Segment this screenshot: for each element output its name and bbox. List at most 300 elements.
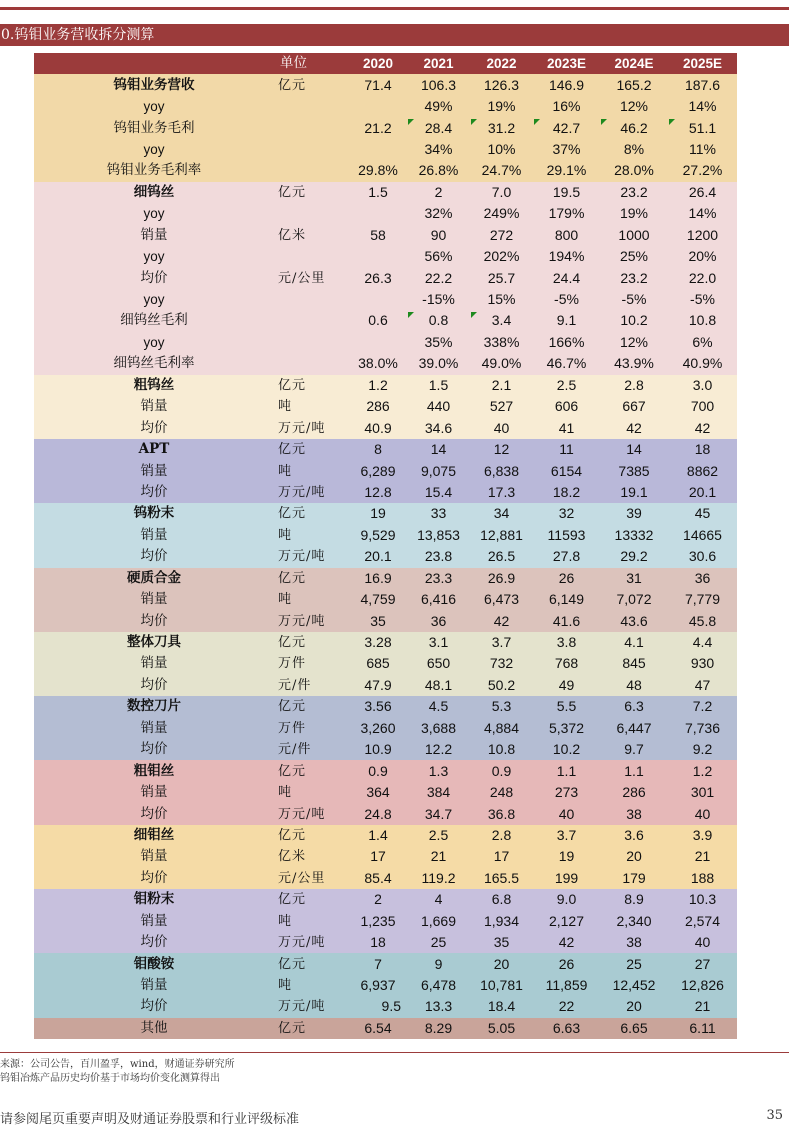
value-cell: 1.5	[407, 375, 470, 396]
row-unit	[274, 289, 349, 310]
value-cell: 30.6	[668, 546, 737, 567]
value-cell: 45.8	[668, 610, 737, 631]
row-unit: 吨	[274, 589, 349, 610]
value-cell: 40.9%	[668, 353, 737, 374]
value-cell: 31	[600, 568, 668, 589]
value-cell: 56%	[407, 246, 470, 267]
row-unit: 亿元	[274, 74, 349, 95]
row-label: 销量	[34, 846, 274, 867]
row-label: 销量	[34, 653, 274, 674]
value-cell: 49.0%	[470, 353, 533, 374]
row-unit	[274, 332, 349, 353]
row-unit	[274, 139, 349, 160]
row-label: yoy	[34, 96, 274, 117]
table-row	[34, 96, 737, 117]
value-cell: 25	[407, 932, 470, 953]
row-label: 销量	[34, 396, 274, 417]
value-cell: 5,372	[533, 718, 600, 739]
table-row	[34, 182, 737, 203]
row-unit: 吨	[274, 460, 349, 481]
row-unit: 吨	[274, 911, 349, 932]
value-cell: 38.0%	[349, 353, 407, 374]
value-cell: 23.3	[407, 568, 470, 589]
value-cell: 8%	[600, 139, 668, 160]
table-row	[34, 696, 737, 717]
row-unit	[274, 160, 349, 181]
table-row	[34, 353, 737, 374]
value-cell: 9,529	[349, 525, 407, 546]
value-cell: 2,127	[533, 911, 600, 932]
header-year: 2025E	[668, 53, 737, 74]
value-cell: 14%	[668, 203, 737, 224]
value-cell: 3.1	[407, 632, 470, 653]
value-cell: 1000	[600, 225, 668, 246]
value-cell	[349, 139, 407, 160]
value-cell: 48.1	[407, 675, 470, 696]
value-cell: 273	[533, 782, 600, 803]
value-cell: 768	[533, 653, 600, 674]
value-cell: 24.4	[533, 267, 600, 288]
row-unit: 万元/吨	[274, 482, 349, 503]
row-label: 钼酸铵	[34, 953, 274, 974]
table-row	[34, 246, 737, 267]
row-unit: 万件	[274, 718, 349, 739]
value-cell: 28.0%	[600, 160, 668, 181]
value-cell: 6,937	[349, 975, 407, 996]
value-cell: 4.5	[407, 696, 470, 717]
row-unit: 元/件	[274, 739, 349, 760]
table-row	[34, 117, 737, 138]
value-cell: 25%	[600, 246, 668, 267]
table-row	[34, 568, 737, 589]
row-unit: 万元/吨	[274, 996, 349, 1017]
value-cell: 165.5	[470, 868, 533, 889]
value-cell: 22.2	[407, 267, 470, 288]
value-cell: 16.9	[349, 568, 407, 589]
value-cell: 21	[668, 846, 737, 867]
value-cell: 15.4	[407, 482, 470, 503]
table-row	[34, 1018, 737, 1039]
value-cell	[349, 96, 407, 117]
value-cell: 6.8	[470, 889, 533, 910]
row-unit: 亿元	[274, 503, 349, 524]
row-unit: 吨	[274, 525, 349, 546]
row-label: 细钨丝毛利率	[34, 353, 274, 374]
value-cell: 29.8%	[349, 160, 407, 181]
value-cell: 301	[668, 782, 737, 803]
row-label: 数控刀片	[34, 696, 274, 717]
value-cell: 6154	[533, 460, 600, 481]
value-cell: 650	[407, 653, 470, 674]
table-row	[34, 932, 737, 953]
table-row	[34, 460, 737, 481]
value-cell: 1,235	[349, 911, 407, 932]
table-row	[34, 546, 737, 567]
value-cell: 8	[349, 439, 407, 460]
value-cell: 440	[407, 396, 470, 417]
value-cell: 12.8	[349, 482, 407, 503]
value-cell: 47	[668, 675, 737, 696]
value-cell: 26.3	[349, 267, 407, 288]
value-cell: 6.54	[349, 1018, 407, 1039]
value-cell: 5.5	[533, 696, 600, 717]
row-label: 均价	[34, 675, 274, 696]
value-cell: 1.3	[407, 760, 470, 781]
value-cell: 6.63	[533, 1018, 600, 1039]
table-row	[34, 718, 737, 739]
row-unit: 亿元	[274, 568, 349, 589]
value-cell: 249%	[470, 203, 533, 224]
value-cell: 188	[668, 868, 737, 889]
value-cell: 10.9	[349, 739, 407, 760]
value-cell: 800	[533, 225, 600, 246]
value-cell: 47.9	[349, 675, 407, 696]
row-unit	[274, 117, 349, 138]
value-cell: 202%	[470, 246, 533, 267]
value-cell: 3.56	[349, 696, 407, 717]
value-cell: 38	[600, 932, 668, 953]
value-cell: 3.7	[533, 825, 600, 846]
value-cell: 12,826	[668, 975, 737, 996]
value-cell: 19%	[600, 203, 668, 224]
value-cell: 22.0	[668, 267, 737, 288]
table-row	[34, 396, 737, 417]
value-cell: 10.2	[600, 310, 668, 331]
value-cell: 34	[470, 503, 533, 524]
value-cell: 12,452	[600, 975, 668, 996]
value-cell: 19	[349, 503, 407, 524]
table-row	[34, 139, 737, 160]
value-cell: 26	[533, 568, 600, 589]
row-label: yoy	[34, 332, 274, 353]
row-label: APT	[34, 439, 274, 460]
value-cell: 1.2	[349, 375, 407, 396]
value-cell: 21	[668, 996, 737, 1017]
value-cell: 9.0	[533, 889, 600, 910]
value-cell: 14	[407, 439, 470, 460]
value-cell: 12,881	[470, 525, 533, 546]
row-unit	[274, 246, 349, 267]
value-cell: 384	[407, 782, 470, 803]
value-cell: 106.3	[407, 74, 470, 95]
value-cell: 5.3	[470, 696, 533, 717]
value-cell: 46.2	[600, 117, 668, 138]
page-footer	[0, 1108, 789, 1127]
header-year: 2020	[349, 53, 407, 74]
value-cell: 49%	[407, 96, 470, 117]
row-unit: 元/公里	[274, 267, 349, 288]
value-cell: 45	[668, 503, 737, 524]
value-cell: 28.4	[407, 117, 470, 138]
row-unit: 亿米	[274, 846, 349, 867]
value-cell: 12.2	[407, 739, 470, 760]
value-cell: 1.2	[668, 760, 737, 781]
value-cell: 11593	[533, 525, 600, 546]
value-cell: 7	[349, 953, 407, 974]
row-label: 销量	[34, 589, 274, 610]
value-cell	[349, 289, 407, 310]
value-cell: 25	[600, 953, 668, 974]
row-label: 均价	[34, 932, 274, 953]
row-unit: 亿元	[274, 632, 349, 653]
row-unit: 亿元	[274, 182, 349, 203]
row-label: 销量	[34, 225, 274, 246]
table-row	[34, 482, 737, 503]
row-label: 钨钼业务营收	[34, 74, 274, 95]
value-cell: 20	[470, 953, 533, 974]
value-cell: 4,884	[470, 718, 533, 739]
value-cell: -5%	[668, 289, 737, 310]
value-cell: 11,859	[533, 975, 600, 996]
value-cell: 16%	[533, 96, 600, 117]
value-cell: 24.7%	[470, 160, 533, 181]
value-cell: 36	[668, 568, 737, 589]
value-cell: 27.8	[533, 546, 600, 567]
value-cell: 1,669	[407, 911, 470, 932]
value-cell: 5.05	[470, 1018, 533, 1039]
value-cell: 23.2	[600, 182, 668, 203]
table-row	[34, 889, 737, 910]
row-unit: 吨	[274, 396, 349, 417]
value-cell: 19%	[470, 96, 533, 117]
value-cell: 2	[349, 889, 407, 910]
row-label: 均价	[34, 417, 274, 438]
row-label: 粗钨丝	[34, 375, 274, 396]
value-cell: 15%	[470, 289, 533, 310]
row-unit: 万元/吨	[274, 417, 349, 438]
row-unit: 亿元	[274, 375, 349, 396]
value-cell: 3.0	[668, 375, 737, 396]
value-cell: 10.8	[470, 739, 533, 760]
value-cell: 7.2	[668, 696, 737, 717]
header-year: 2021	[407, 53, 470, 74]
table-row	[34, 417, 737, 438]
value-cell	[349, 246, 407, 267]
row-label: 销量	[34, 460, 274, 481]
row-label: 钨钼业务毛利率	[34, 160, 274, 181]
table-row	[34, 589, 737, 610]
value-cell: 19	[533, 846, 600, 867]
value-cell: 14	[600, 439, 668, 460]
value-cell: 17.3	[470, 482, 533, 503]
value-cell: 606	[533, 396, 600, 417]
value-cell: 29.1%	[533, 160, 600, 181]
value-cell: 6,838	[470, 460, 533, 481]
value-cell: 286	[600, 782, 668, 803]
table-row	[34, 225, 737, 246]
row-unit: 万元/吨	[274, 546, 349, 567]
value-cell: 40	[668, 932, 737, 953]
value-cell: 29.2	[600, 546, 668, 567]
value-cell: 85.4	[349, 868, 407, 889]
row-unit: 万元/吨	[274, 803, 349, 824]
value-cell: 23.8	[407, 546, 470, 567]
table-row	[34, 203, 737, 224]
page-number: 35	[766, 1108, 783, 1123]
row-unit: 亿元	[274, 889, 349, 910]
row-unit	[274, 310, 349, 331]
value-cell: 14665	[668, 525, 737, 546]
row-unit: 吨	[274, 975, 349, 996]
value-cell: 6,416	[407, 589, 470, 610]
value-cell: 71.4	[349, 74, 407, 95]
value-cell: 36	[407, 610, 470, 631]
value-cell: 7,736	[668, 718, 737, 739]
value-cell: 58	[349, 225, 407, 246]
table-row	[34, 289, 737, 310]
value-cell: 50.2	[470, 675, 533, 696]
value-cell: 12	[470, 439, 533, 460]
value-cell: -5%	[600, 289, 668, 310]
row-label: yoy	[34, 203, 274, 224]
value-cell: 7.0	[470, 182, 533, 203]
table-row	[34, 739, 737, 760]
row-label: 均价	[34, 610, 274, 631]
value-cell: 46.7%	[533, 353, 600, 374]
value-cell: 3.9	[668, 825, 737, 846]
value-cell: 3.4	[470, 310, 533, 331]
value-cell: 20.1	[349, 546, 407, 567]
revenue-table-container	[34, 53, 737, 1039]
value-cell: 685	[349, 653, 407, 674]
value-cell: 9.2	[668, 739, 737, 760]
table-row	[34, 846, 737, 867]
table-row	[34, 868, 737, 889]
value-cell: 34.6	[407, 417, 470, 438]
value-cell: 26.9	[470, 568, 533, 589]
value-cell: 2	[407, 182, 470, 203]
value-cell: 43.9%	[600, 353, 668, 374]
value-cell: 20	[600, 996, 668, 1017]
header-item	[34, 53, 274, 74]
value-cell: 6,473	[470, 589, 533, 610]
source-note: 来源：公司公告，百川盈孚，wind，财通证券研究所	[0, 1059, 235, 1070]
value-cell: 18	[668, 439, 737, 460]
value-cell: 42.7	[533, 117, 600, 138]
table-row	[34, 760, 737, 781]
value-cell: 272	[470, 225, 533, 246]
table-row	[34, 825, 737, 846]
value-cell: 35	[470, 932, 533, 953]
value-cell: 2,340	[600, 911, 668, 932]
value-cell: 6,478	[407, 975, 470, 996]
value-cell: 10.2	[533, 739, 600, 760]
header-row	[34, 53, 737, 74]
value-cell: 4,759	[349, 589, 407, 610]
value-cell: 26	[533, 953, 600, 974]
source-divider	[0, 1052, 789, 1053]
value-cell: 36.8	[470, 803, 533, 824]
value-cell: 187.6	[668, 74, 737, 95]
value-cell: 165.2	[600, 74, 668, 95]
value-cell: 0.6	[349, 310, 407, 331]
revenue-breakdown-table	[34, 53, 737, 1039]
row-label: 钨粉末	[34, 503, 274, 524]
value-cell: 10.8	[668, 310, 737, 331]
value-cell: 6.3	[600, 696, 668, 717]
value-cell: 0.9	[470, 760, 533, 781]
value-cell: 179%	[533, 203, 600, 224]
table-row	[34, 267, 737, 288]
value-cell: 6%	[668, 332, 737, 353]
value-cell: 10%	[470, 139, 533, 160]
value-cell: 3.7	[470, 632, 533, 653]
row-unit: 亿元	[274, 760, 349, 781]
value-cell: -15%	[407, 289, 470, 310]
value-cell: 39.0%	[407, 353, 470, 374]
value-cell: 51.1	[668, 117, 737, 138]
value-cell: 8.29	[407, 1018, 470, 1039]
row-label: 均价	[34, 868, 274, 889]
value-cell: 667	[600, 396, 668, 417]
value-cell: 126.3	[470, 74, 533, 95]
value-cell: 38	[600, 803, 668, 824]
value-cell: 6,447	[600, 718, 668, 739]
value-cell: 49	[533, 675, 600, 696]
table-row	[34, 503, 737, 524]
value-cell: 10,781	[470, 975, 533, 996]
table-row	[34, 653, 737, 674]
value-cell: 1200	[668, 225, 737, 246]
value-cell: 32%	[407, 203, 470, 224]
value-cell: 2.1	[470, 375, 533, 396]
row-label: 整体刀具	[34, 632, 274, 653]
row-unit: 亿元	[274, 825, 349, 846]
value-cell: 930	[668, 653, 737, 674]
value-cell: 25.7	[470, 267, 533, 288]
row-label: 均价	[34, 739, 274, 760]
value-cell: 43.6	[600, 610, 668, 631]
value-cell: 19.1	[600, 482, 668, 503]
row-unit: 元/公里	[274, 868, 349, 889]
value-cell: 8862	[668, 460, 737, 481]
value-cell: 90	[407, 225, 470, 246]
table-row	[34, 525, 737, 546]
value-cell: 37%	[533, 139, 600, 160]
value-cell: 26.5	[470, 546, 533, 567]
value-cell: 9.1	[533, 310, 600, 331]
top-rule	[0, 7, 789, 10]
table-row	[34, 160, 737, 181]
row-label: 细钼丝	[34, 825, 274, 846]
table-row	[34, 953, 737, 974]
header-unit: 单位	[274, 53, 349, 74]
value-cell: 32	[533, 503, 600, 524]
value-cell: 194%	[533, 246, 600, 267]
value-cell: 8.9	[600, 889, 668, 910]
value-cell: 35%	[407, 332, 470, 353]
value-cell: 19.5	[533, 182, 600, 203]
value-cell: 7,779	[668, 589, 737, 610]
value-cell: 39	[600, 503, 668, 524]
value-cell: 17	[470, 846, 533, 867]
value-cell: 17	[349, 846, 407, 867]
value-cell: 7385	[600, 460, 668, 481]
value-cell: 34.7	[407, 803, 470, 824]
value-cell: 22	[533, 996, 600, 1017]
value-cell: 42	[533, 932, 600, 953]
value-cell: 9	[407, 953, 470, 974]
value-cell: 23.2	[600, 267, 668, 288]
row-label: 细钨丝毛利	[34, 310, 274, 331]
row-label: 均价	[34, 803, 274, 824]
header-year: 2024E	[600, 53, 668, 74]
value-cell: 1.4	[349, 825, 407, 846]
value-cell: 26.4	[668, 182, 737, 203]
value-cell: 11	[533, 439, 600, 460]
table-row	[34, 610, 737, 631]
table-row	[34, 375, 737, 396]
